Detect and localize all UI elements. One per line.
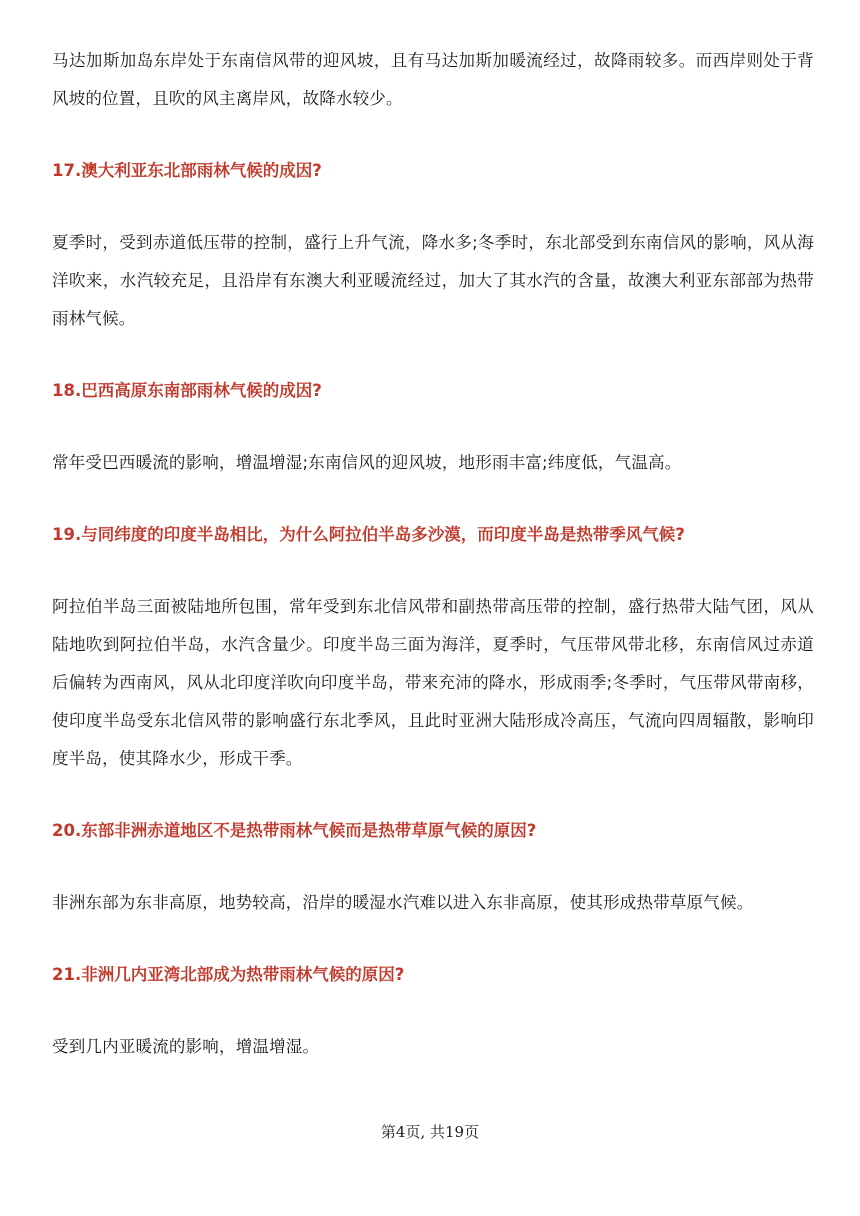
question-heading: 17.澳大利亚东北部雨林气候的成因? — [52, 161, 322, 180]
answer-paragraph: 夏季时，受到赤道低压带的控制，盛行上升气流，降水多;冬季时，东北部受到东南信风的影响，风从海洋吹来，水汽较充足，且沿岸有东澳大利亚暖流经过，加大了其水汽的含量，故澳大利亚东部部为热带雨林气候。 — [52, 233, 814, 328]
answer-paragraph: 常年受巴西暖流的影响，增温增湿;东南信风的迎风坡，地形雨丰富;纬度低，气温高。 — [52, 453, 682, 472]
answer-paragraph: 马达加斯加岛东岸处于东南信风带的迎风坡，且有马达加斯加暖流经过，故降雨较多。而西岸则处于背风坡的位置，且吹的风主离岸风，故降水较少。 — [52, 51, 814, 108]
question-heading: 19.与同纬度的印度半岛相比，为什么阿拉伯半岛多沙漠，而印度半岛是热带季风气候? — [52, 525, 685, 544]
document-body — [52, 42, 814, 1066]
answer-paragraph: 受到几内亚暖流的影响，增温增湿。 — [52, 1037, 320, 1056]
question-heading: 21.非洲几内亚湾北部成为热带雨林气候的原因? — [52, 965, 405, 984]
question-heading: 20.东部非洲赤道地区不是热带雨林气候而是热带草原气候的原因? — [52, 821, 537, 840]
answer-paragraph: 阿拉伯半岛三面被陆地所包围，常年受到东北信风带和副热带高压带的控制，盛行热带大陆气团，风从陆地吹到阿拉伯半岛，水汽含量少。印度半岛三面为海洋，夏季时，气压带风带北移，东南信风过赤道后偏转为西南风，风从北印度洋吹向印度半岛，带来充沛的降水，形成雨季;冬季时，气压带风带南移，使印度半岛受东北信风带的影响盛行东北季风，且此时亚洲大陆形成冷高压，气流向四周辐散，影响印度半岛，使其降水少，形成干季。 — [52, 597, 814, 768]
page-number: 第4页, 共19页 — [380, 1123, 480, 1141]
question-heading: 18.巴西高原东南部雨林气候的成因? — [52, 381, 322, 400]
answer-paragraph: 非洲东部为东非高原，地势较高，沿岸的暖湿水汽难以进入东非高原，使其形成热带草原气候。 — [52, 893, 754, 912]
